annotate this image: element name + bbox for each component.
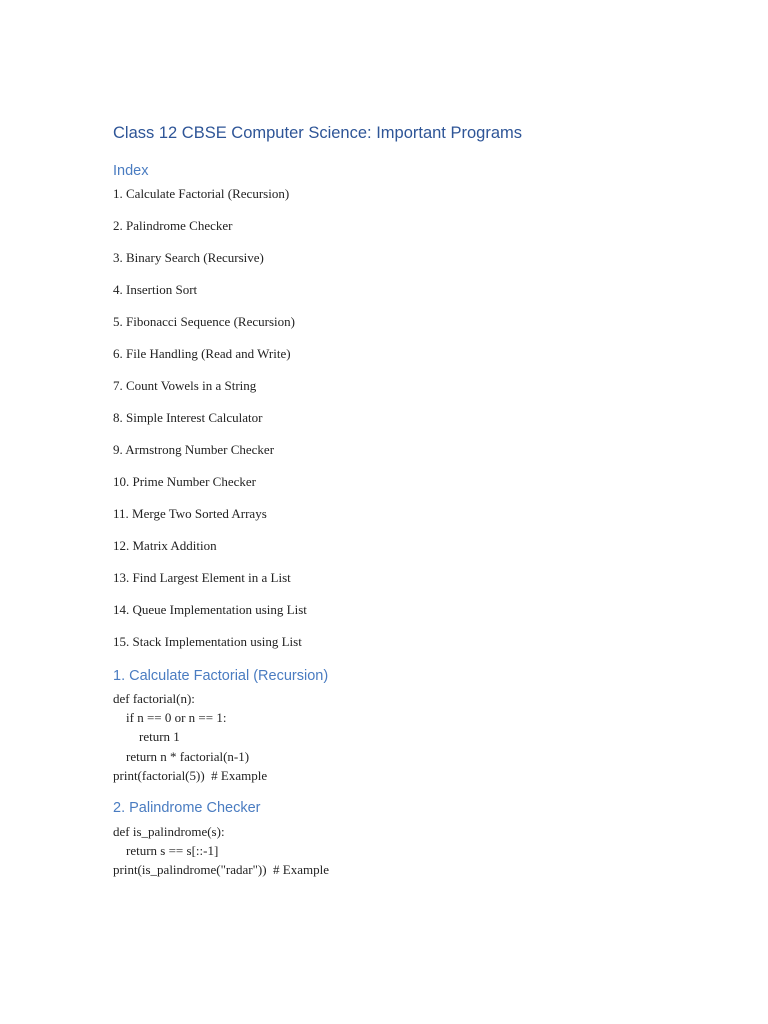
index-item: 7. Count Vowels in a String xyxy=(113,378,257,393)
index-item: 13. Find Largest Element in a List xyxy=(113,570,291,585)
section-heading-factorial: 1. Calculate Factorial (Recursion) xyxy=(113,668,329,684)
document-title: Class 12 CBSE Computer Science: Important Programs xyxy=(113,124,522,142)
index-item: 2. Palindrome Checker xyxy=(113,218,233,233)
index-item: 3. Binary Search (Recursive) xyxy=(113,250,264,265)
index-item: 11. Merge Two Sorted Arrays xyxy=(113,506,267,521)
index-list xyxy=(113,185,307,665)
index-heading: Index xyxy=(113,163,149,179)
code-line: return n * factorial(n-1) xyxy=(113,748,250,764)
index-item: 12. Matrix Addition xyxy=(113,538,217,553)
code-line: if n == 0 or n == 1: xyxy=(113,710,227,726)
index-item: 1. Calculate Factorial (Recursion) xyxy=(113,186,290,201)
code-line: print(is_palindrome("radar")) # Example xyxy=(113,862,330,878)
code-line: return s == s[::-1] xyxy=(113,843,219,859)
code-line: def factorial(n): xyxy=(113,691,195,706)
code-line: return 1 xyxy=(113,729,180,745)
index-item: 4. Insertion Sort xyxy=(113,282,198,297)
index-item: 6. File Handling (Read and Write) xyxy=(113,346,291,361)
section-heading-palindrome: 2. Palindrome Checker xyxy=(113,800,261,816)
code-line: def is_palindrome(s): xyxy=(113,824,225,839)
index-item: 15. Stack Implementation using List xyxy=(113,634,302,649)
index-item: 10. Prime Number Checker xyxy=(113,474,256,489)
index-item: 9. Armstrong Number Checker xyxy=(113,442,275,457)
code-block-factorial xyxy=(113,689,267,785)
index-item: 8. Simple Interest Calculator xyxy=(113,410,263,425)
code-block-palindrome xyxy=(113,822,329,880)
index-item: 5. Fibonacci Sequence (Recursion) xyxy=(113,314,295,329)
index-item: 14. Queue Implementation using List xyxy=(113,602,307,617)
code-line: print(factorial(5)) # Example xyxy=(113,767,268,783)
